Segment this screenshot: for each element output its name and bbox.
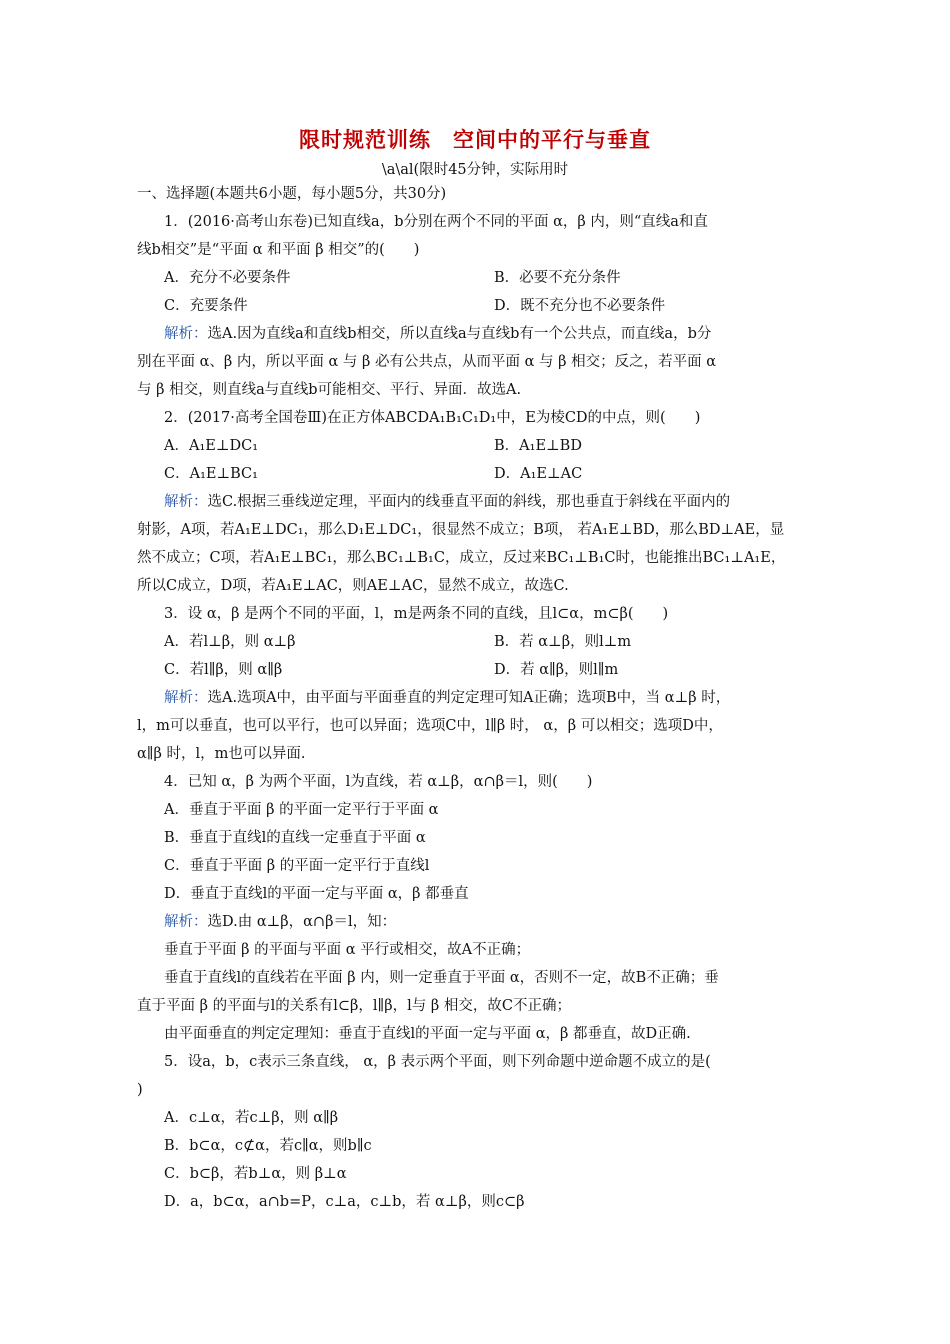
q5-option-d: D．a，b⊂α，a∩b=P，c⊥a，c⊥b，若 α⊥β，则c⊂β	[164, 1194, 525, 1210]
q1-analysis-line1	[164, 324, 711, 344]
q2-option-a: A．A₁E⊥DC₁	[164, 438, 259, 454]
q1-stem-line2: 线b相交”是“平面 α 和平面 β 相交”的( )	[137, 242, 420, 258]
q2-stem: 2．(2017·高考全国卷Ⅲ)在正方体ABCDA₁B₁C₁D₁中，E为棱CD的中点，则( )	[164, 410, 701, 426]
q1-option-c: C．充要条件	[164, 298, 248, 314]
q4-analysis-line5: 由平面垂直的判定定理知：垂直于直线l的平面一定与平面 α，β 都垂直，故D正确.	[164, 1026, 691, 1042]
q4-option-b: B．垂直于直线l的直线一定垂直于平面 α	[164, 830, 426, 846]
q3-stem: 3．设 α，β 是两个不同的平面，l，m是两条不同的直线，且l⊂α，m⊂β( )	[164, 606, 669, 622]
q2-analysis-line2: 射影，A项，若A₁E⊥DC₁，那么D₁E⊥DC₁，很显然不成立；B项， 若A₁E⊥BD，那么BD⊥AE，显	[137, 522, 785, 538]
q3-option-b: B．若 α⊥β，则l⊥m	[494, 634, 632, 650]
q3-option-d: D．若 α∥β，则l∥m	[494, 662, 619, 678]
q5-option-b: B．b⊂α，c⊄α，若c∥α，则b∥c	[164, 1138, 372, 1154]
analysis-label: 解析：	[164, 326, 208, 342]
q3-analysis-line3: α∥β 时，l，m也可以异面.	[137, 746, 306, 762]
analysis-label: 解析：	[164, 494, 208, 510]
analysis-label: 解析：	[164, 690, 208, 706]
q3-analysis-line2: l，m可以垂直，也可以平行，也可以异面；选项C中，l∥β 时， α，β 可以相交；选项D中，	[137, 718, 723, 734]
q5-stem-line1: 5．设a，b，c表示三条直线， α，β 表示两个平面，则下列命题中逆命题不成立的是(	[164, 1054, 711, 1070]
q5-stem-line2: )	[137, 1082, 143, 1098]
q1-stem-line1: 1．(2016·高考山东卷)已知直线a，b分别在两个不同的平面 α，β 内，则“直线a和直	[164, 214, 708, 230]
q4-option-c: C．垂直于平面 β 的平面一定平行于直线l	[164, 858, 430, 874]
q2-option-d: D．A₁E⊥AC	[494, 466, 583, 482]
q2-analysis-line3: 然不成立；C项，若A₁E⊥BC₁，那么BC₁⊥B₁C，成立，反过来BC₁⊥B₁C时，也能推出BC₁⊥A₁E，	[137, 550, 786, 566]
section-heading: 一、选择题(本题共6小题，每小题5分，共30分)	[137, 186, 447, 202]
q3-option-a: A．若l⊥β，则 α⊥β	[164, 634, 296, 650]
q5-option-c: C．b⊂β，若b⊥α，则 β⊥α	[164, 1166, 347, 1182]
q1-analysis-text: 选A.因为直线a和直线b相交，所以直线a与直线b有一个公共点，而直线a，b分	[207, 326, 712, 342]
q1-option-b: B．必要不充分条件	[494, 270, 621, 286]
analysis-label: 解析：	[164, 914, 208, 930]
q1-analysis-line3: 与 β 相交，则直线a与直线b可能相交、平行、异面．故选A.	[137, 382, 522, 398]
q3-analysis-line1	[164, 688, 730, 708]
q2-option-b: B．A₁E⊥BD	[494, 438, 582, 454]
q4-analysis-line3: 垂直于直线l的直线若在平面 β 内，则一定垂直于平面 α，否则不一定，故B不正确；垂	[164, 970, 719, 986]
q4-analysis-line2: 垂直于平面 β 的平面与平面 α 平行或相交，故A不正确；	[164, 942, 531, 958]
q4-analysis-text: 选D.由 α⊥β，α∩β＝l，知：	[207, 914, 397, 930]
q3-option-c: C．若l∥β，则 α∥β	[164, 662, 283, 678]
q4-stem: 4．已知 α，β 为两个平面，l为直线，若 α⊥β，α∩β＝l，则( )	[164, 774, 593, 790]
q4-analysis-line4: 直于平面 β 的平面与l的关系有l⊂β，l∥β，l与 β 相交，故C不正确；	[137, 998, 571, 1014]
time-limit-note: \a\al(限时45分钟，实际用时	[381, 162, 569, 178]
q4-option-a: A．垂直于平面 β 的平面一定平行于平面 α	[164, 802, 439, 818]
q1-analysis-line2: 别在平面 α、β 内，所以平面 α 与 β 必有公共点，从而平面 α 与 β 相交；反之，若平面 α	[137, 354, 717, 370]
q1-option-a: A．充分不必要条件	[164, 270, 291, 286]
q2-analysis-text: 选C.根据三垂线逆定理，平面内的线垂直平面的斜线，那也垂直于斜线在平面内的	[207, 494, 731, 510]
q2-analysis-line4: 所以C成立，D项，若A₁E⊥AC，则AE⊥AC，显然不成立，故选C.	[137, 578, 569, 594]
q4-analysis-line1	[164, 912, 396, 932]
page-title: 限时规范训练 空间中的平行与垂直	[299, 127, 651, 152]
q5-option-a: A．c⊥α，若c⊥β，则 α∥β	[164, 1110, 339, 1126]
q2-analysis-line1	[164, 492, 730, 512]
q4-option-d: D．垂直于直线l的平面一定与平面 α，β 都垂直	[164, 886, 469, 902]
q1-option-d: D．既不充分也不必要条件	[494, 298, 666, 314]
q2-option-c: C．A₁E⊥BC₁	[164, 466, 258, 482]
q3-analysis-text: 选A.选项A中，由平面与平面垂直的判定定理可知A正确；选项B中，当 α⊥β 时，	[207, 690, 731, 706]
